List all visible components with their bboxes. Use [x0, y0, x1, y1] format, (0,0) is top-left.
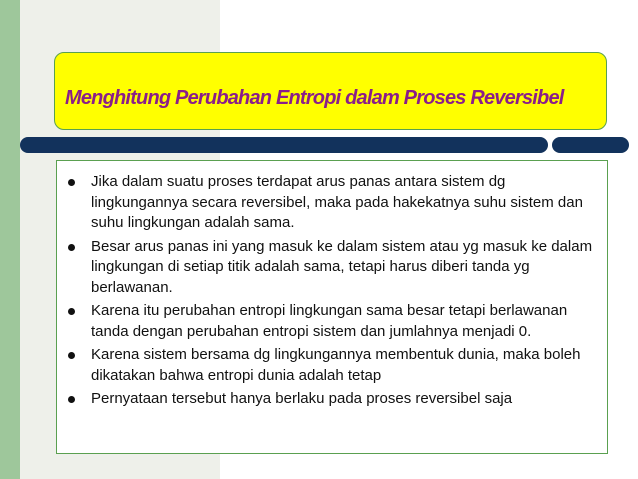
slide-title: Menghitung Perubahan Entropi dalam Proses Reversibel: [65, 87, 564, 109]
bullet-list: [67, 172, 597, 413]
bullet-text: Jika dalam suatu proses terdapat arus panas antara sistem dg lingkungannya secara reversibel, maka pada hakekatnya suhu sistem dan suhu lingkungan adalah sama.: [91, 173, 583, 231]
bullet-dot-icon: [68, 396, 75, 403]
bullet-text: Besar arus panas ini yang masuk ke dalam sistem atau yg masuk ke dalam lingkungan di setiap titik adalah sama, tetapi harus diberi tanda yg berlawanan.: [91, 237, 593, 296]
left-green-strip: [0, 0, 20, 479]
bullet-item: [67, 172, 597, 234]
navy-divider-bar: [20, 137, 548, 153]
bullet-item: [67, 389, 597, 410]
navy-divider-bar-end: [552, 137, 629, 153]
bullet-item: [67, 237, 597, 299]
bullet-text: Pernyataan tersebut hanya berlaku pada proses reversibel saja: [91, 390, 513, 407]
bullet-text: Karena itu perubahan entropi lingkungan sama besar tetapi berlawanan tanda dengan perubahan entropi sistem dan jumlahnya menjadi 0.: [91, 302, 568, 340]
bullet-text: Karena sistem bersama dg lingkungannya membentuk dunia, maka boleh dikatakan bahwa entropi dunia adalah tetap: [91, 346, 581, 384]
bullet-dot-icon: [68, 179, 75, 186]
content-box: [56, 160, 608, 454]
bullet-dot-icon: [68, 244, 75, 251]
bullet-item: [67, 301, 597, 342]
bullet-dot-icon: [68, 308, 75, 315]
bullet-dot-icon: [68, 352, 75, 359]
bullet-item: [67, 345, 597, 386]
title-box: [54, 52, 607, 130]
